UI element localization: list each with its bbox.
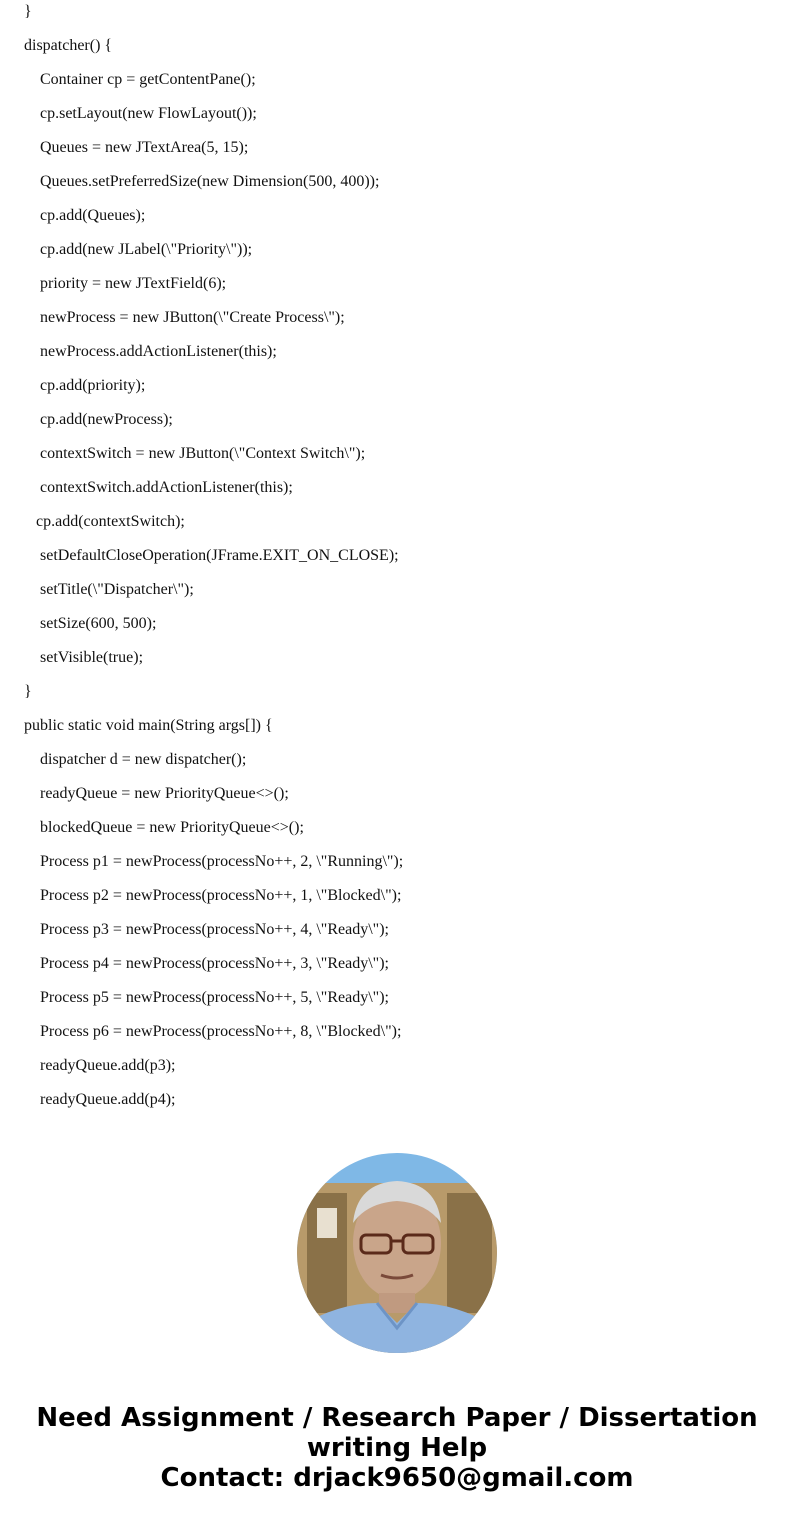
code-line: dispatcher d = new dispatcher();	[40, 751, 247, 768]
code-line: setDefaultCloseOperation(JFrame.EXIT_ON_CLOSE);	[40, 547, 399, 564]
code-line: Queues = new JTextArea(5, 15);	[40, 139, 249, 156]
avatar-portrait-image	[297, 1153, 497, 1353]
code-line: }	[24, 3, 32, 20]
code-line: setTitle(\"Dispatcher\");	[40, 581, 194, 598]
code-line: contextSwitch = new JButton(\"Context Switch\");	[40, 445, 366, 462]
code-line: priority = new JTextField(6);	[40, 275, 227, 292]
code-line: cp.add(newProcess);	[40, 411, 173, 428]
code-line: setVisible(true);	[40, 649, 144, 666]
code-line: Process p5 = newProcess(processNo++, 5, \"Ready\");	[40, 989, 389, 1006]
code-line: Process p3 = newProcess(processNo++, 4, \"Ready\");	[40, 921, 389, 938]
code-line: cp.add(Queues);	[40, 207, 146, 224]
author-avatar	[297, 1153, 497, 1353]
code-line: newProcess = new JButton(\"Create Process\");	[40, 309, 345, 326]
code-line: public static void main(String args[]) {	[24, 717, 273, 734]
promo-contact: Contact: drjack9650@gmail.com	[160, 1463, 634, 1493]
code-line: contextSwitch.addActionListener(this);	[40, 479, 293, 496]
code-line: cp.setLayout(new FlowLayout());	[40, 105, 257, 122]
code-line: cp.add(contextSwitch);	[36, 513, 185, 530]
code-line: Queues.setPreferredSize(new Dimension(500, 400));	[40, 173, 380, 190]
code-line: readyQueue.add(p3);	[40, 1057, 176, 1074]
code-line: }	[24, 683, 32, 700]
promo-line-2: writing Help	[306, 1433, 488, 1463]
code-line: Process p2 = newProcess(processNo++, 1, \"Blocked\");	[40, 887, 402, 904]
code-line: readyQueue = new PriorityQueue<>();	[40, 785, 289, 802]
code-line: cp.add(priority);	[40, 377, 146, 394]
code-line: Process p4 = newProcess(processNo++, 3, \"Ready\");	[40, 955, 389, 972]
code-line: Container cp = getContentPane();	[40, 71, 256, 88]
code-line: setSize(600, 500);	[40, 615, 157, 632]
code-line: Process p1 = newProcess(processNo++, 2, \"Running\");	[40, 853, 404, 870]
code-line: Process p6 = newProcess(processNo++, 8, \"Blocked\");	[40, 1023, 402, 1040]
code-line: newProcess.addActionListener(this);	[40, 343, 277, 360]
code-line: cp.add(new JLabel(\"Priority\"));	[40, 241, 253, 258]
code-line: blockedQueue = new PriorityQueue<>();	[40, 819, 304, 836]
code-line: readyQueue.add(p4);	[40, 1091, 176, 1108]
promo-banner	[0, 1403, 794, 1493]
promo-line-1: Need Assignment / Research Paper / Dissertation	[36, 1403, 758, 1433]
code-line: dispatcher() {	[24, 37, 113, 54]
